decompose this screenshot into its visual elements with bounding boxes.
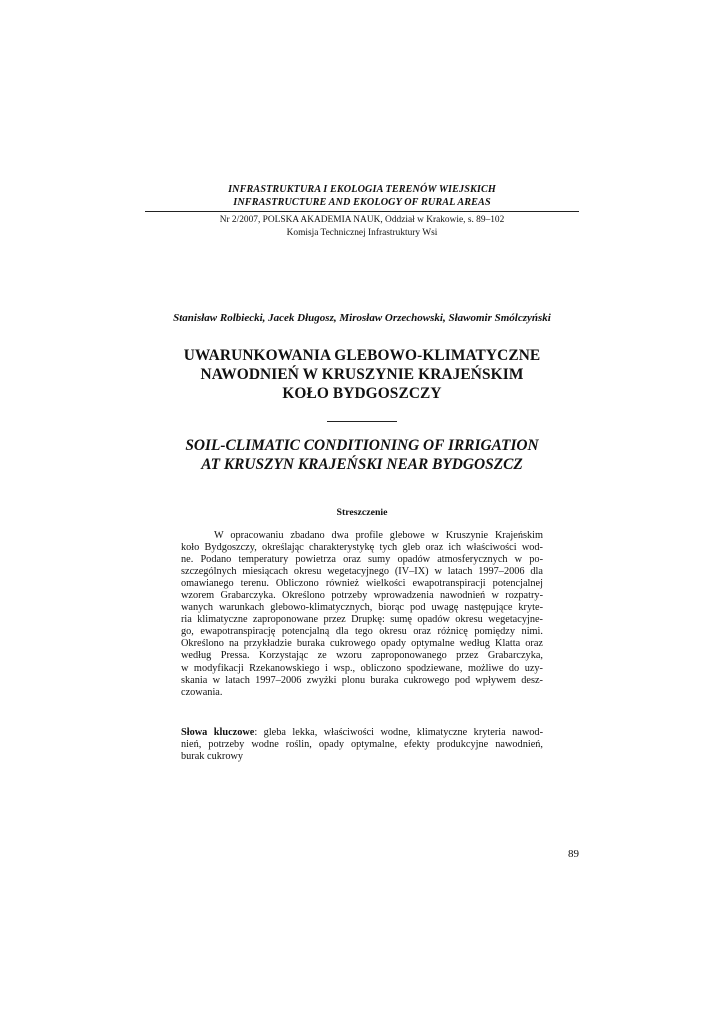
abstract-line: koło Bydgoszczy, określając charakterystykę tych gleb oraz ich właściwości wod- — [181, 542, 543, 554]
abstract-line: omawianego terenu. Obliczono również wielkości ewapotranspiracji potencjalnej — [181, 578, 543, 590]
keywords — [181, 727, 543, 763]
publication-committee: Komisja Technicznej Infrastruktury Wsi — [286, 227, 438, 238]
page-number: 89 — [568, 848, 579, 860]
abstract-line: W opracowaniu zbadano dwa profile glebowe w Kruszynie Krajeńskim — [214, 530, 543, 541]
keywords-text: : gleba lekka, właściwości wodne, klimatyczne kryteria nawod- — [254, 727, 543, 738]
abstract-line: według Pressa. Korzystając ze wzoru zaproponowanego przez Grabarczyka, — [181, 650, 543, 662]
publication-issue: Nr 2/2007, POLSKA AKADEMIA NAUK, Oddział w Krakowie, s. 89–102 — [219, 215, 505, 225]
abstract-line: Określono na przykładzie buraka cukrowego opady optymalne według Klatta oraz — [181, 638, 543, 650]
keywords-line: burak cukrowy — [181, 751, 244, 763]
abstract-line: szczególnych miesiącach okresu wegetacyjnego (IV–IX) w latach 1997–2006 dla — [181, 566, 543, 578]
abstract-line: wanych warunkach glebowo-klimatycznych, biorąc pod uwagę następujące kryte- — [181, 602, 543, 614]
abstract-heading: Streszczenie — [336, 507, 388, 518]
publication-info — [145, 214, 579, 239]
abstract-line: go, ewapotranspirację potencjalną dla tego okresu oraz różnicę pomiędzy nimi. — [181, 626, 543, 638]
title-pl-line: KOŁO BYDGOSZCZY — [282, 385, 442, 402]
journal-title-en: INFRASTRUCTURE AND EKOLOGY OF RURAL AREAS — [233, 197, 491, 208]
title-en-line: SOIL-CLIMATIC CONDITIONING OF IRRIGATION — [185, 437, 539, 454]
abstract-body — [181, 530, 543, 699]
abstract-line: w modyfikacji Rzekanowskiego i wsp., obliczono spodziewane, możliwe do uzy- — [181, 662, 543, 674]
title-polish — [145, 346, 579, 403]
keywords-line: nień, potrzeby wodne roślin, opady optymalne, efekty produkcyjne nawodnień, — [181, 739, 543, 751]
abstract-line: skania w latach 1997–2006 zwyżki plonu buraka cukrowego pod wpływem desz- — [181, 674, 543, 686]
abstract-line: ria klimatyczne zaproponowane przez Drupkę: sumę opadów okresu wegetacyjne- — [181, 614, 543, 626]
journal-title-pl: INFRASTRUKTURA I EKOLOGIA TERENÓW WIEJSKICH — [228, 184, 496, 195]
abstract-line: wzorem Grabarczyka. Określono potrzeby wprowadzenia nawodnień w rozpatry- — [181, 590, 543, 602]
keywords-first-line — [181, 727, 543, 739]
title-separator — [327, 421, 397, 422]
abstract-line: ne. Podano temperatury powietrza oraz sumy opadów atmosferycznych w po- — [181, 554, 543, 566]
authors: Stanisław Rolbiecki, Jacek Długosz, Mirosław Orzechowski, Sławomir Smólczyński — [173, 312, 551, 324]
title-english — [145, 436, 579, 474]
title-en-line: AT KRUSZYN KRAJEŃSKI NEAR BYDGOSZCZ — [201, 456, 523, 473]
abstract-line: czowania. — [181, 686, 223, 698]
title-pl-line: UWARUNKOWANIA GLEBOWO-KLIMATYCZNE — [183, 347, 541, 364]
header-rule — [145, 211, 579, 212]
keywords-label: Słowa kluczowe — [181, 727, 255, 738]
journal-header — [145, 183, 579, 209]
title-pl-line: NAWODNIEŃ W KRUSZYNIE KRAJEŃSKIM — [200, 366, 524, 383]
